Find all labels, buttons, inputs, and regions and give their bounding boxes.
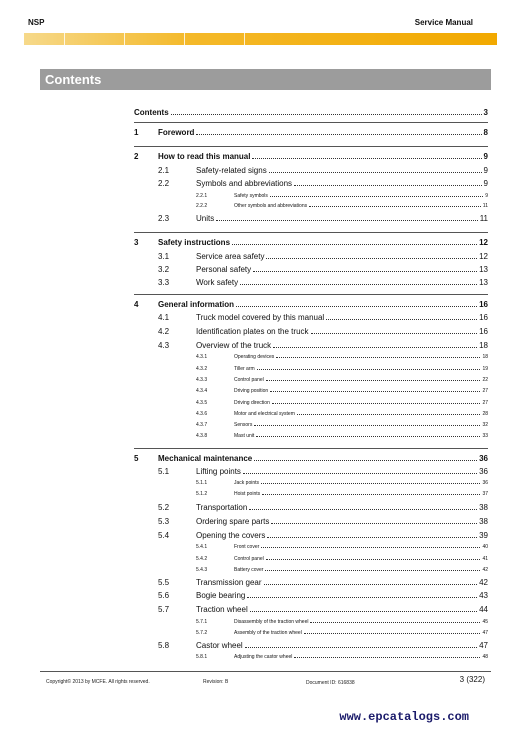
- toc-leader-dots: [267, 536, 477, 538]
- toc-entry-title: Safety instructions: [158, 238, 231, 247]
- toc-entry-number: 5.4: [158, 531, 170, 540]
- toc-entry-number: 2.2.2: [196, 203, 208, 209]
- toc-leader-dots: [243, 472, 477, 474]
- toc-entry-page: 19: [482, 366, 488, 372]
- toc-entry-page: 32: [482, 422, 488, 428]
- toc-leader-dots: [236, 305, 477, 307]
- toc-entry-number: 5.4.2: [196, 556, 208, 562]
- toc-entry[interactable]: [158, 128, 488, 137]
- toc-leader-dots: [264, 583, 478, 585]
- toc-entry-number: 5.1.2: [196, 491, 208, 497]
- toc-entry-page: 18: [482, 354, 488, 360]
- toc-entry-page: 9: [483, 152, 488, 161]
- footer-revision: Revision: B: [203, 679, 229, 685]
- toc-entry[interactable]: [234, 366, 488, 372]
- toc-entry-number: 4.3.4: [196, 388, 208, 394]
- toc-entry-page: 22: [482, 377, 488, 383]
- watermark-link[interactable]: www.epcatalogs.com: [339, 710, 469, 724]
- toc-entry-number: 5.5: [158, 578, 170, 587]
- toc-entry-number: 5.4.3: [196, 567, 208, 573]
- toc-leader-dots: [309, 205, 481, 207]
- toc-entry[interactable]: [196, 578, 488, 587]
- section-rule: [134, 146, 488, 147]
- toc-entry-page: 33: [482, 433, 488, 439]
- toc-entry-title: Driving direction: [234, 400, 270, 406]
- toc-entry-title: General information: [158, 300, 235, 309]
- toc-leader-dots: [257, 368, 481, 370]
- toc-entry-page: 3: [483, 108, 488, 117]
- footer-document: Document ID: 616838: [306, 680, 355, 686]
- stripe-divider: [184, 33, 185, 45]
- toc-entry-page: 16: [479, 327, 488, 336]
- toc-leader-dots: [249, 508, 477, 510]
- toc-entry-page: 48: [482, 654, 488, 660]
- toc-entry[interactable]: [196, 265, 488, 274]
- toc-entry-number: 4.3.3: [196, 377, 208, 383]
- toc-entry-page: 38: [479, 517, 488, 526]
- toc-entry-title: Foreword: [158, 128, 195, 137]
- stripe-divider: [244, 33, 245, 45]
- toc-entry[interactable]: [196, 214, 488, 223]
- toc-entry-page: 16: [479, 313, 488, 322]
- toc-entry-title: Units: [196, 214, 215, 223]
- toc-entry-page: 9: [485, 193, 488, 199]
- toc-entry[interactable]: [234, 433, 488, 439]
- header-right: Service Manual: [414, 18, 473, 27]
- toc-entry-page: 16: [479, 300, 488, 309]
- toc-entry[interactable]: [234, 619, 488, 625]
- toc-entry-page: 13: [479, 265, 488, 274]
- toc-entry-number: 4.3: [158, 341, 170, 350]
- toc-entry[interactable]: [234, 491, 488, 497]
- toc-leader-dots: [326, 318, 477, 320]
- toc-entry[interactable]: [234, 388, 488, 394]
- toc-entry-number: 5.4.1: [196, 544, 208, 550]
- header-stripe: [24, 33, 497, 45]
- toc-entry-title: Symbols and abbreviations: [196, 179, 293, 188]
- toc-leader-dots: [247, 596, 477, 598]
- toc-entry-title: Overview of the truck: [196, 341, 272, 350]
- toc-entry-title: Mechanical maintenance: [158, 454, 253, 463]
- toc-entry-number: 2.2: [158, 179, 170, 188]
- toc-entry[interactable]: [196, 605, 488, 614]
- toc-entry-title: Sensors: [234, 422, 253, 428]
- toc-entry[interactable]: [234, 377, 488, 383]
- toc-entry-page: 41: [482, 556, 488, 562]
- toc-leader-dots: [266, 558, 481, 560]
- toc-entry[interactable]: [234, 654, 488, 660]
- toc-entry-page: 42: [479, 578, 488, 587]
- toc-entry-page: 8: [483, 128, 488, 137]
- toc-entry-page: 13: [479, 278, 488, 287]
- toc-leader-dots: [261, 546, 480, 548]
- toc-entry-number: 5.1: [158, 467, 170, 476]
- toc-entry-page: 12: [479, 238, 488, 247]
- toc-leader-dots: [266, 379, 481, 381]
- toc-leader-dots: [273, 346, 477, 348]
- toc-entry-title: Front cover: [234, 544, 260, 550]
- toc-entry[interactable]: [196, 252, 488, 261]
- toc-leader-dots: [240, 283, 477, 285]
- toc-entry-title: Opening the covers: [196, 531, 266, 540]
- toc-entry-number: 2.3: [158, 214, 170, 223]
- toc-leader-dots: [310, 621, 480, 623]
- toc-entry-page: 12: [479, 252, 488, 261]
- toc-entry[interactable]: [196, 531, 488, 540]
- toc-entry-title: Service area safety: [196, 252, 265, 261]
- toc-entry-page: 9: [483, 179, 488, 188]
- toc-entry-page: 18: [479, 341, 488, 350]
- toc-entry[interactable]: [196, 341, 488, 350]
- toc-entry-number: 3.1: [158, 252, 170, 261]
- toc-entry-number: 4.3.6: [196, 411, 208, 417]
- toc-entry-title: Personal safety: [196, 265, 252, 274]
- toc-entry-number: 5.3: [158, 517, 170, 526]
- toc-entry-number: 4.3.8: [196, 433, 208, 439]
- toc-entry-page: 43: [479, 591, 488, 600]
- toc-entry[interactable]: [134, 108, 488, 117]
- toc-entry-page: 11: [479, 214, 488, 223]
- toc-entry-number: 5.2: [158, 503, 170, 512]
- toc-entry[interactable]: [196, 327, 488, 336]
- toc-entry-page: 47: [479, 641, 488, 650]
- toc-entry-title: Ordering spare parts: [196, 517, 270, 526]
- contents-heading: Contents: [45, 72, 102, 87]
- stripe-divider: [64, 33, 65, 45]
- toc-entry-title: Work safety: [196, 278, 239, 287]
- footer-page: 3 (322): [459, 675, 485, 684]
- toc-entry-number: 5.1.1: [196, 480, 208, 486]
- toc-entry-title: Identification plates on the truck: [196, 327, 309, 336]
- toc-entry[interactable]: [158, 238, 488, 247]
- toc-entry-title: Lifting points: [196, 467, 241, 476]
- toc-entry-page: 47: [482, 630, 488, 636]
- toc-entry-number: 2: [134, 152, 139, 161]
- toc-leader-dots: [269, 171, 482, 173]
- toc-entry-number: 1: [134, 128, 139, 137]
- toc-leader-dots: [297, 413, 481, 415]
- toc-entry[interactable]: [196, 467, 488, 476]
- toc-entry-title: Control panel: [234, 556, 264, 562]
- toc-leader-dots: [266, 257, 477, 259]
- toc-entry-number: 5.7: [158, 605, 170, 614]
- toc-leader-dots: [254, 459, 477, 461]
- toc-entry-title: Motor and electrical system: [234, 411, 295, 417]
- toc-leader-dots: [196, 133, 481, 135]
- toc-entry-title: Bogie bearing: [196, 591, 246, 600]
- toc-leader-dots: [270, 390, 480, 392]
- toc-entry-title: Castor wheel: [196, 641, 243, 650]
- toc-entry-number: 2.1: [158, 166, 170, 175]
- toc-leader-dots: [171, 113, 482, 115]
- toc-leader-dots: [254, 424, 480, 426]
- toc-entry[interactable]: [196, 166, 488, 175]
- toc-leader-dots: [256, 435, 480, 437]
- toc-entry[interactable]: [158, 152, 488, 161]
- toc-leader-dots: [304, 632, 481, 634]
- toc-entry-title: Tiller arm: [234, 366, 255, 372]
- toc-entry[interactable]: [196, 313, 488, 322]
- toc-entry-title: Battery cover: [234, 567, 264, 573]
- toc-entry-title: Safety-related signs: [196, 166, 267, 175]
- toc-entry[interactable]: [196, 641, 488, 650]
- toc-entry[interactable]: [234, 193, 488, 199]
- toc-leader-dots: [311, 332, 478, 334]
- toc-entry[interactable]: [158, 454, 488, 463]
- toc-entry-page: 11: [482, 203, 488, 209]
- toc-entry-number: 3.2: [158, 265, 170, 274]
- toc-entry[interactable]: [196, 517, 488, 526]
- toc-leader-dots: [245, 646, 477, 648]
- toc-entry[interactable]: [234, 203, 488, 209]
- toc-entry-page: 38: [479, 503, 488, 512]
- toc-entry-title: Contents: [134, 108, 169, 117]
- toc-leader-dots: [272, 402, 481, 404]
- toc-entry[interactable]: [234, 544, 488, 550]
- toc-entry-title: Transportation: [196, 503, 248, 512]
- toc-entry-title: Transmission gear: [196, 578, 262, 587]
- toc-entry-number: 4.1: [158, 313, 170, 322]
- toc-entry[interactable]: [196, 179, 488, 188]
- toc-entry-title: Assembly of the traction wheel: [234, 630, 302, 636]
- toc-entry-number: 4.3.7: [196, 422, 208, 428]
- toc-entry-title: Safety symbols: [234, 193, 268, 199]
- toc-entry-title: Disassembly of the traction wheel: [234, 619, 309, 625]
- toc-leader-dots: [252, 157, 481, 159]
- toc-entry[interactable]: [158, 300, 488, 309]
- toc-entry-page: 9: [483, 166, 488, 175]
- toc-entry-page: 45: [482, 619, 488, 625]
- toc-leader-dots: [216, 219, 477, 221]
- toc-entry-number: 5: [134, 454, 139, 463]
- toc-entry-title: Other symbols and abbreviations: [234, 203, 308, 209]
- toc-entry[interactable]: [234, 400, 488, 406]
- toc-entry[interactable]: [196, 503, 488, 512]
- toc-entry[interactable]: [196, 278, 488, 287]
- toc-entry-title: Jack points: [234, 480, 260, 486]
- toc-entry[interactable]: [234, 480, 488, 486]
- toc-entry[interactable]: [234, 411, 488, 417]
- toc-entry-number: 3: [134, 238, 139, 247]
- toc-entry-number: 4.2: [158, 327, 170, 336]
- toc-entry-number: 4.3.5: [196, 400, 208, 406]
- toc-entry-page: 27: [482, 388, 488, 394]
- toc-entry-number: 3.3: [158, 278, 170, 287]
- toc-entry[interactable]: [234, 354, 488, 360]
- toc-entry-page: 28: [482, 411, 488, 417]
- footer-copyright: Copyright© 2013 by MCFE. All rights reserved.: [46, 679, 150, 685]
- header-left: NSP: [28, 18, 45, 27]
- toc-entry[interactable]: [234, 567, 488, 573]
- toc-leader-dots: [232, 243, 477, 245]
- toc-entry-number: 5.6: [158, 591, 170, 600]
- contents-band: [40, 69, 491, 90]
- toc-entry-title: Adjusting the castor wheel: [234, 654, 293, 660]
- stripe-divider: [124, 33, 125, 45]
- toc-entry-page: 27: [482, 400, 488, 406]
- toc-entry-number: 5.8: [158, 641, 170, 650]
- toc-entry-number: 4: [134, 300, 139, 309]
- toc-entry-number: 4.3.2: [196, 366, 208, 372]
- toc-entry-title: How to read this manual: [158, 152, 251, 161]
- toc-entry-title: Mast unit: [234, 433, 255, 439]
- section-rule: [134, 122, 488, 123]
- toc-leader-dots: [253, 270, 477, 272]
- toc-entry-number: 5.7.1: [196, 619, 208, 625]
- toc-entry[interactable]: [234, 630, 488, 636]
- toc-leader-dots: [271, 522, 477, 524]
- toc-entry-page: 36: [479, 467, 488, 476]
- toc-entry-number: 4.3.1: [196, 354, 208, 360]
- toc-entry-title: Driving position: [234, 388, 269, 394]
- section-rule: [134, 294, 488, 295]
- toc-leader-dots: [250, 610, 477, 612]
- toc-entry-title: Control panel: [234, 377, 264, 383]
- toc-entry[interactable]: [234, 422, 488, 428]
- toc-entry-page: 36: [479, 454, 488, 463]
- toc-entry-page: 37: [482, 491, 488, 497]
- toc-entry-title: Operating devices: [234, 354, 275, 360]
- section-rule: [134, 448, 488, 449]
- toc-leader-dots: [294, 656, 480, 658]
- toc-entry-title: Traction wheel: [196, 605, 248, 614]
- section-rule: [134, 232, 488, 233]
- toc-entry-page: 36: [482, 480, 488, 486]
- toc-entry[interactable]: [196, 591, 488, 600]
- toc-entry-page: 42: [482, 567, 488, 573]
- toc-leader-dots: [294, 184, 481, 186]
- toc-leader-dots: [262, 493, 480, 495]
- toc-entry-page: 44: [479, 605, 488, 614]
- toc-entry-title: Hoist points: [234, 491, 261, 497]
- toc-leader-dots: [270, 195, 483, 197]
- toc-entry-page: 40: [482, 544, 488, 550]
- footer-rule: [40, 671, 491, 672]
- toc-entry-title: Truck model covered by this manual: [196, 313, 325, 322]
- toc-leader-dots: [261, 482, 480, 484]
- toc-leader-dots: [276, 356, 480, 358]
- toc-entry-number: 5.7.2: [196, 630, 208, 636]
- toc-leader-dots: [265, 569, 480, 571]
- toc-entry[interactable]: [234, 556, 488, 562]
- toc-entry-number: 2.2.1: [196, 193, 208, 199]
- toc-entry-page: 39: [479, 531, 488, 540]
- toc-entry-number: 5.8.1: [196, 654, 208, 660]
